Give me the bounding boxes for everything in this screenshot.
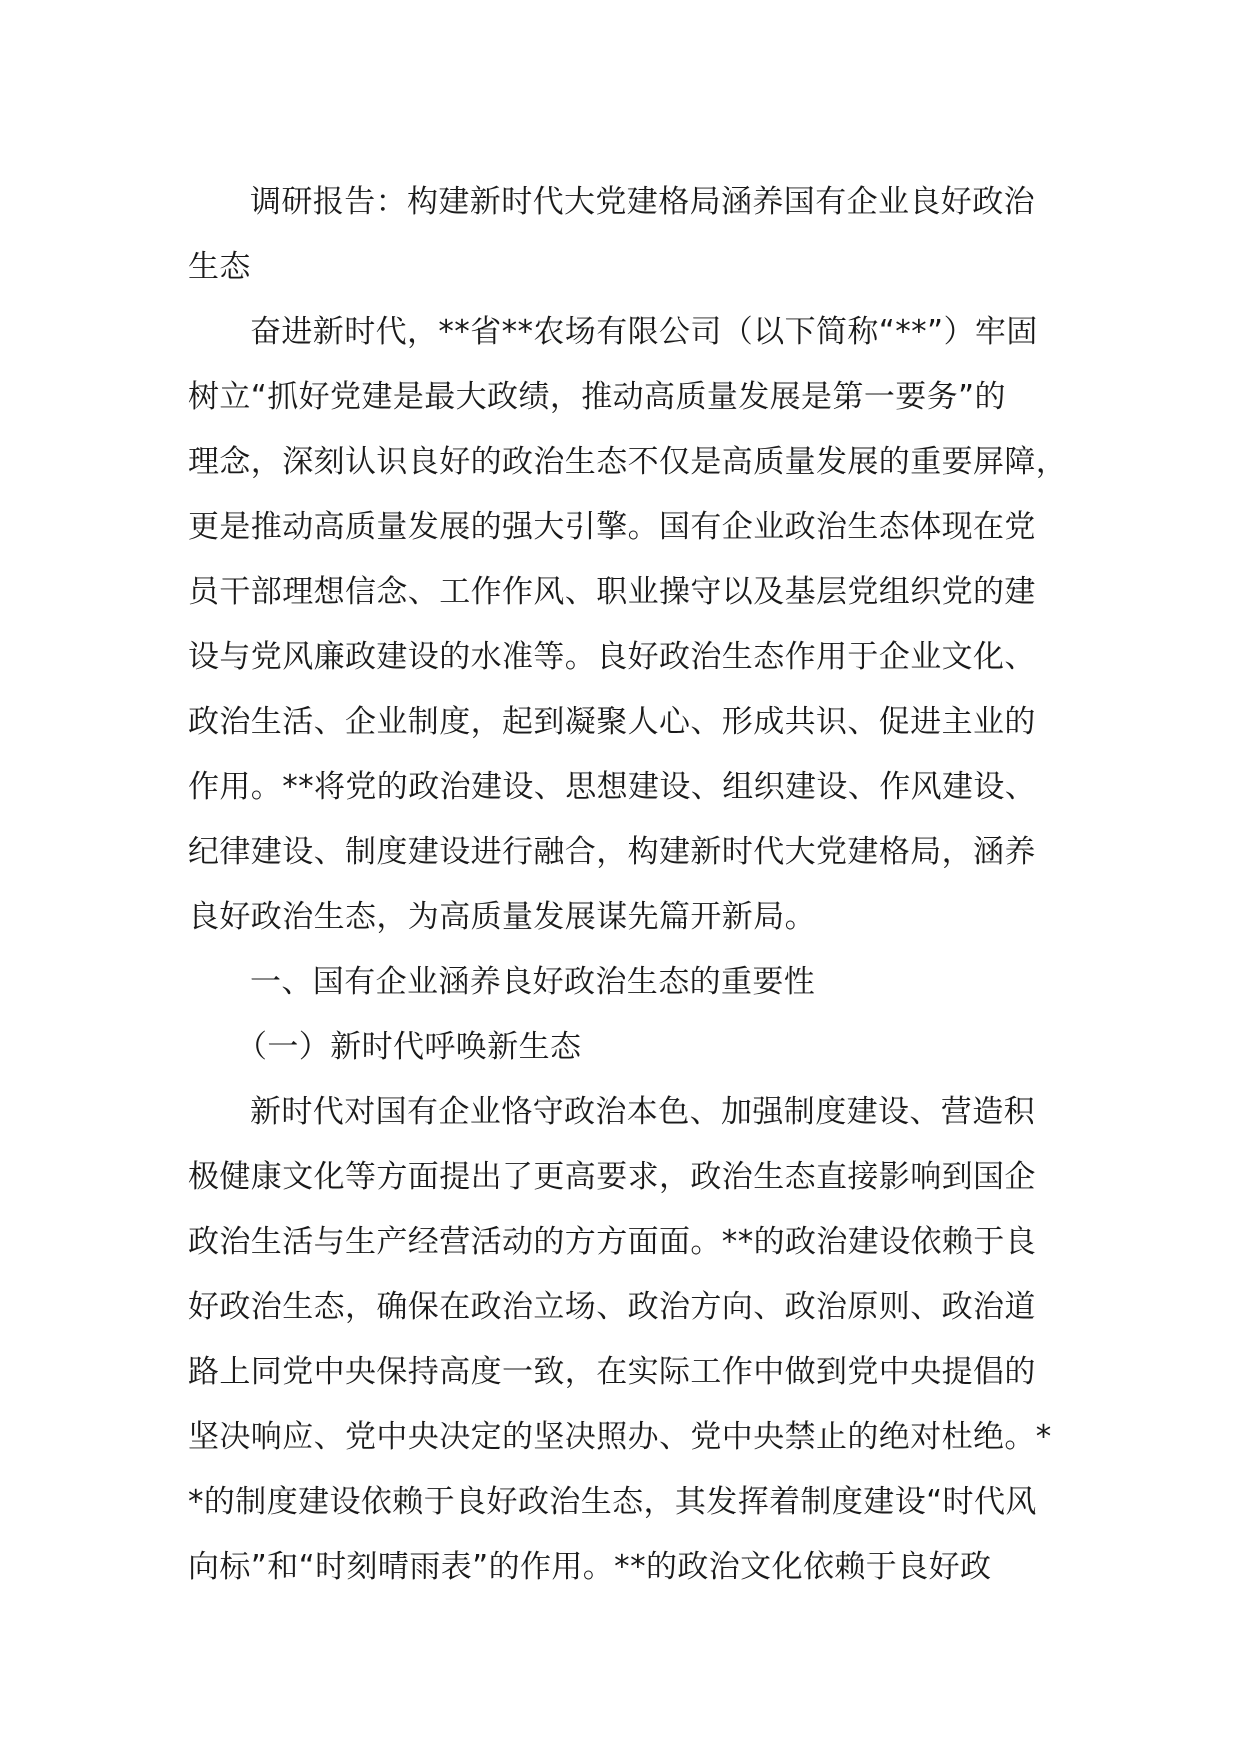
title-line: 生态 [188, 249, 251, 285]
report-title [188, 170, 1063, 300]
paragraph-line: 员干部理想信念、工作作风、职业操守以及基层党组织党的建 [188, 574, 1036, 610]
paragraph-line: 奋进新时代，**省**农场有限公司（以下简称“**”）牢固 [250, 314, 1038, 350]
paragraph-line: 纪律建设、制度建设进行融合，构建新时代大党建格局，涵养 [188, 834, 1036, 870]
paragraph-line: 作用。**将党的政治建设、思想建设、组织建设、作风建设、 [188, 769, 1037, 805]
paragraph-line: 极健康文化等方面提出了更高要求，政治生态直接影响到国企 [188, 1159, 1036, 1195]
paragraph-line: 良好政治生态，为高质量发展谋先篇开新局。 [188, 899, 816, 935]
paragraph-line: 政治生活、企业制度，起到凝聚人心、形成共识、促进主业的 [188, 704, 1036, 740]
document-content [188, 170, 1068, 1600]
paragraph-line: 路上同党中央保持高度一致，在实际工作中做到党中央提倡的 [188, 1354, 1036, 1390]
paragraph-line: 好政治生态，确保在政治立场、政治方向、政治原则、政治道 [188, 1289, 1036, 1325]
paragraph-line: 向标”和“时刻晴雨表”的作用。**的政治文化依赖于良好政 [188, 1549, 992, 1585]
paragraph-line: *的制度建设依赖于良好政治生态，其发挥着制度建设“时代风 [188, 1484, 1037, 1520]
paragraph-line: 树立“抓好党建是最大政绩，推动高质量发展是第一要务”的 [188, 379, 1006, 415]
paragraph-line: 新时代对国有企业恪守政治本色、加强制度建设、营造积 [250, 1094, 1035, 1130]
paragraph-line: 理念，深刻认识良好的政治生态不仅是高质量发展的重要屏障， [188, 444, 1068, 480]
subsection-heading: （一）新时代呼唤新生态 [236, 1029, 582, 1065]
paragraph-line: 政治生活与生产经营活动的方方面面。**的政治建设依赖于良 [188, 1224, 1037, 1260]
body-paragraph [188, 1080, 1063, 1600]
section-heading: 一、国有企业涵养良好政治生态的重要性 [250, 964, 816, 1000]
paragraph-line: 坚决响应、党中央决定的坚决照办、党中央禁止的绝对杜绝。* [188, 1419, 1052, 1455]
paragraph-line: 设与党风廉政建设的水准等。良好政治生态作用于企业文化、 [188, 639, 1036, 675]
title-line: 调研报告：构建新时代大党建格局涵养国有企业良好政治 [250, 184, 1035, 220]
intro-paragraph [188, 300, 1068, 950]
paragraph-line: 更是推动高质量发展的强大引擎。国有企业政治生态体现在党 [188, 509, 1036, 545]
